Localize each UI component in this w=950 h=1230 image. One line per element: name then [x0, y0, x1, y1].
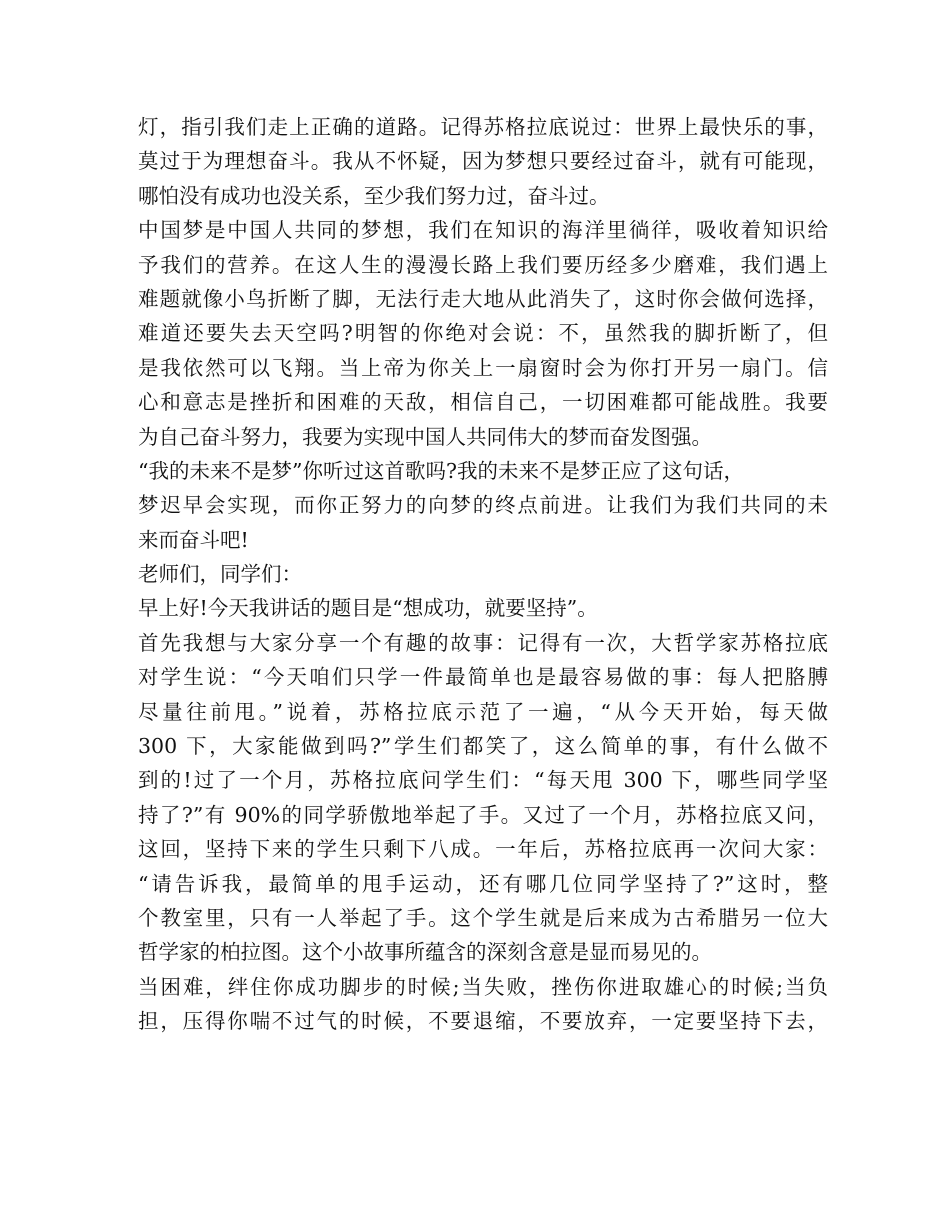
- text-line: 难题就像小鸟折断了脚，无法行走大地从此消失了，这时你会做何选择，: [138, 286, 828, 311]
- text-line: 哲学家的柏拉图。这个小故事所蕴含的深刻含意是显而易见的。: [138, 940, 712, 965]
- text-line: 尽量往前甩。”说着，苏格拉底示范了一遍，“从今天开始，每天做: [138, 699, 828, 724]
- text-line: 早上好!今天我讲话的题目是“想成功，就要坚持”。: [138, 596, 598, 621]
- text-line: 哪怕没有成功也没关系，至少我们努力过，奋斗过。: [138, 183, 610, 208]
- text-line: 老师们，同学们：: [138, 562, 302, 587]
- text-line: 个教室里，只有一人举起了手。这个学生就是后来成为古希腊另一位大: [138, 905, 828, 930]
- text-line: “请告诉我，最简单的甩手运动，还有哪几位同学坚持了?”这时，整: [138, 871, 828, 896]
- text-line: 来而奋斗吧!: [138, 527, 249, 552]
- text-line: 莫过于为理想奋斗。我从不怀疑，因为梦想只要经过奋斗，就有可能现，: [138, 149, 828, 174]
- text-line: 这回，坚持下来的学生只剩下八成。一年后，苏格拉底再一次问大家：: [138, 837, 828, 862]
- text-line: 到的!过了一个月，苏格拉底问学生们：“每天甩 300 下，哪些同学坚: [138, 768, 828, 793]
- text-line: 首先我想与大家分享一个有趣的故事：记得有一次，大哲学家苏格拉底: [138, 630, 828, 655]
- document-body: [138, 110, 828, 1039]
- text-line: 灯，指引我们走上正确的道路。记得苏格拉底说过：世界上最快乐的事，: [138, 115, 828, 139]
- text-line: 300 下，大家能做到吗?”学生们都笑了，这么简单的事，有什么做不: [138, 734, 828, 759]
- text-line: 担，压得你喘不过气的时候，不要退缩，不要放弃，一定要坚持下去，: [138, 1009, 828, 1034]
- text-line: 是我依然可以飞翔。当上帝为你关上一扇窗时会为你打开另一扇门。信: [138, 355, 828, 380]
- text-line: 梦迟早会实现，而你正努力的向梦的终点前进。让我们为我们共同的未: [138, 493, 828, 518]
- text-line: 当困难，绊住你成功脚步的时候;当失败，挫伤你进取雄心的时候;当负: [138, 974, 828, 999]
- text-line: 对学生说：“今天咱们只学一件最简单也是最容易做的事：每人把胳膊: [138, 665, 828, 690]
- text-line: 中国梦是中国人共同的梦想，我们在知识的海洋里徜徉，吸收着知识给: [138, 218, 828, 243]
- text-line: 难道还要失去天空吗?明智的你绝对会说：不，虽然我的脚折断了，但: [138, 321, 828, 346]
- text-line: 持了?”有 90%的同学骄傲地举起了手。又过了一个月，苏格拉底又问，: [138, 802, 828, 827]
- text-line: 心和意志是挫折和困难的天敌，相信自己，一切困难都可能战胜。我要: [138, 390, 828, 415]
- text-line: “我的未来不是梦”你听过这首歌吗?我的未来不是梦正应了这句话，: [138, 458, 744, 483]
- text-line: 为自己奋斗努力，我要为实现中国人共同伟大的梦而奋发图强。: [138, 424, 712, 449]
- text-line: 予我们的营养。在这人生的漫漫长路上我们要历经多少磨难，我们遇上: [138, 252, 828, 277]
